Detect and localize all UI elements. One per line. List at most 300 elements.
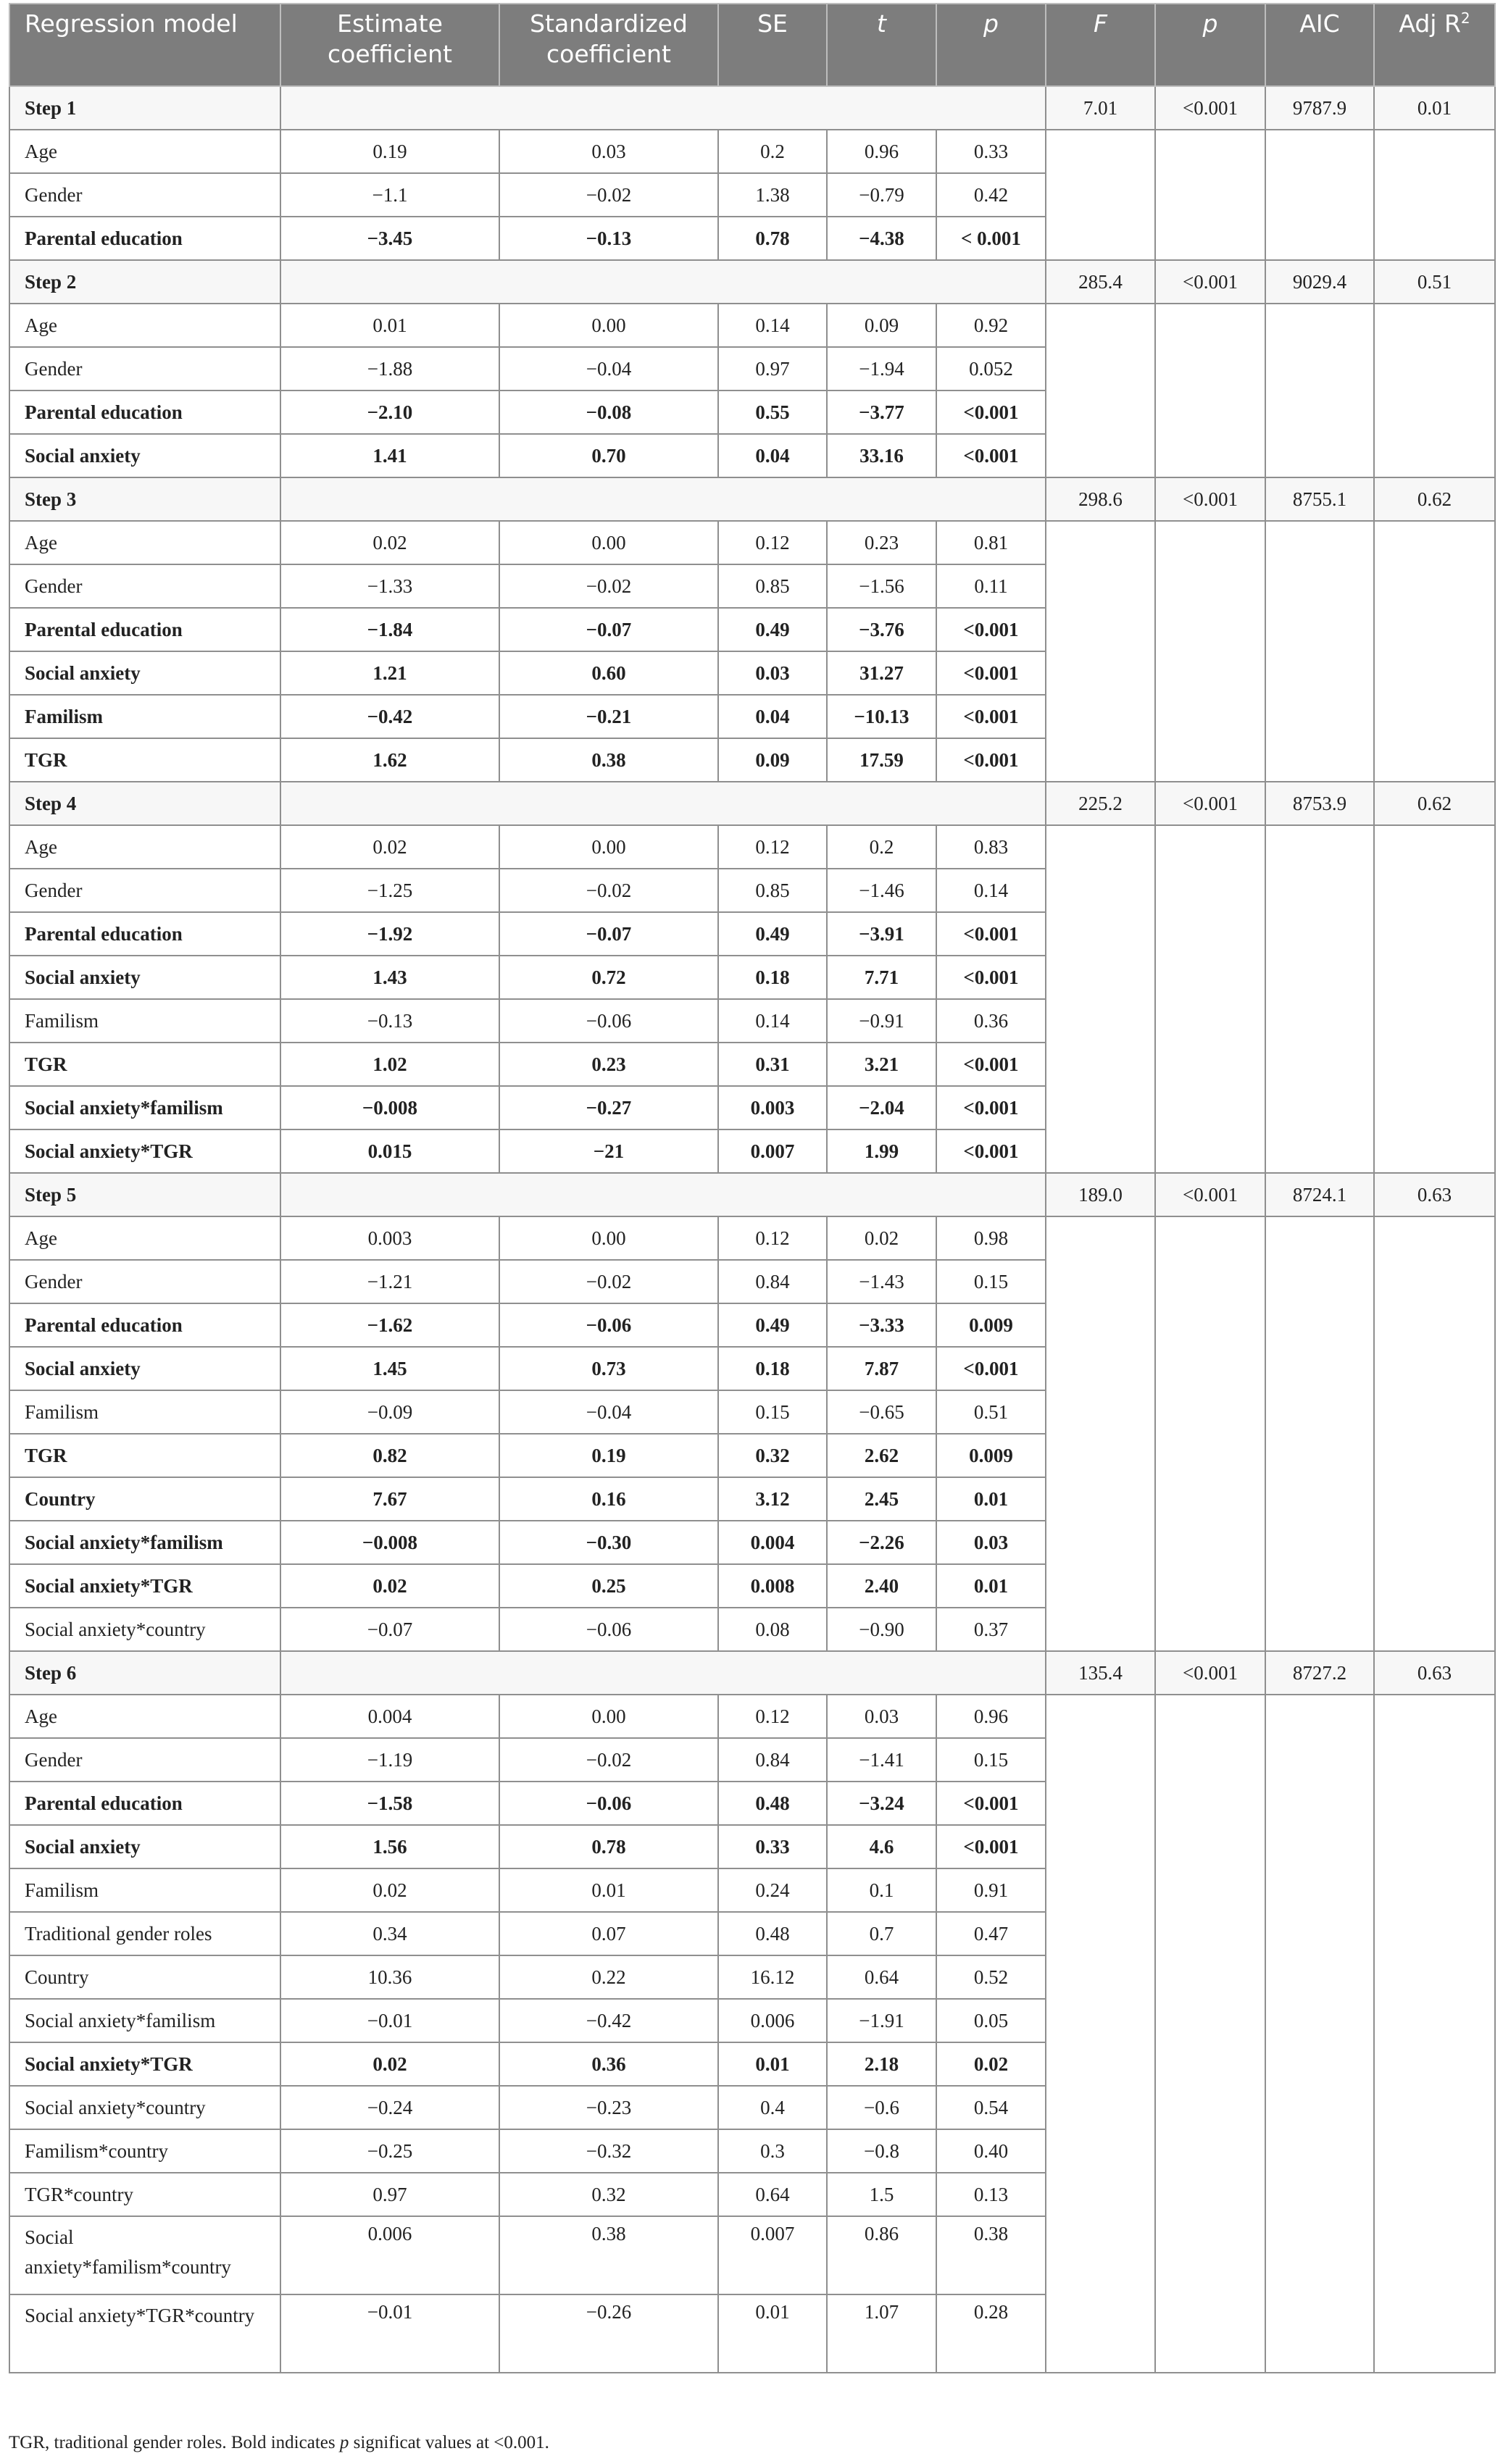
step-blank-cell <box>280 782 1046 825</box>
t-value: 2.62 <box>827 1434 936 1477</box>
model-fit-empty-cell <box>1374 304 1495 477</box>
p-value: 0.52 <box>936 1955 1046 1999</box>
model-fit-empty-cell <box>1155 1216 1265 1651</box>
estimate-value: 1.45 <box>280 1347 499 1390</box>
standardized-value: −0.06 <box>499 1303 718 1347</box>
estimate-value: −1.25 <box>280 869 499 912</box>
step-aic-value: 9787.9 <box>1265 86 1374 130</box>
step-blank-cell <box>280 260 1046 304</box>
estimate-value: −1.92 <box>280 912 499 956</box>
standardized-value: 0.60 <box>499 651 718 695</box>
se-value: 0.3 <box>718 2129 827 2173</box>
p-value: 0.42 <box>936 173 1046 217</box>
regression-table-body <box>9 86 1495 2373</box>
t-value: 7.71 <box>827 956 936 999</box>
step-aic-value: 8727.2 <box>1265 1651 1374 1695</box>
estimate-value: −2.10 <box>280 391 499 434</box>
standardized-value: 0.70 <box>499 434 718 477</box>
variable-name: Social anxiety*TGR <box>9 1129 280 1173</box>
model-fit-empty-cell <box>1265 304 1374 477</box>
t-value: −1.94 <box>827 347 936 391</box>
variable-name: Social anxiety <box>9 1347 280 1390</box>
variable-name: Age <box>9 130 280 173</box>
estimate-value: −1.58 <box>280 1782 499 1825</box>
header-adj-r2-label: Adj R <box>1399 9 1461 38</box>
table-row <box>9 130 1495 173</box>
standardized-value: −21 <box>499 1129 718 1173</box>
estimate-value: 1.21 <box>280 651 499 695</box>
se-value: 0.48 <box>718 1912 827 1955</box>
estimate-value: 1.62 <box>280 738 499 782</box>
header-se: SE <box>718 4 827 86</box>
p-value: 0.01 <box>936 1564 1046 1608</box>
se-value: 0.24 <box>718 1868 827 1912</box>
standardized-value: −0.02 <box>499 173 718 217</box>
estimate-value: −1.84 <box>280 608 499 651</box>
variable-name: Gender <box>9 347 280 391</box>
standardized-value: 0.36 <box>499 2042 718 2086</box>
standardized-value: −0.42 <box>499 1999 718 2042</box>
se-value: 0.2 <box>718 130 827 173</box>
estimate-value: −1.33 <box>280 564 499 608</box>
se-value: 3.12 <box>718 1477 827 1521</box>
p-value: < 0.001 <box>936 217 1046 260</box>
header-regression-model: Regression model <box>9 4 280 86</box>
t-value: −2.04 <box>827 1086 936 1129</box>
estimate-value: 0.004 <box>280 1695 499 1738</box>
standardized-value: 0.22 <box>499 1955 718 1999</box>
standardized-value: 0.00 <box>499 304 718 347</box>
step-aic-value: 8724.1 <box>1265 1173 1374 1216</box>
step-p-value: <0.001 <box>1155 1173 1265 1216</box>
se-value: 0.12 <box>718 825 827 869</box>
estimate-value: −0.25 <box>280 2129 499 2173</box>
estimate-value: 0.003 <box>280 1216 499 1260</box>
model-fit-empty-cell <box>1046 304 1155 477</box>
step-label: Step 4 <box>9 782 280 825</box>
variable-name: Traditional gender roles <box>9 1912 280 1955</box>
estimate-value: 0.34 <box>280 1912 499 1955</box>
se-value: 0.08 <box>718 1608 827 1651</box>
p-value: <0.001 <box>936 1825 1046 1868</box>
se-value: 0.006 <box>718 1999 827 2042</box>
step-aic-value: 8753.9 <box>1265 782 1374 825</box>
step-f-value: 189.0 <box>1046 1173 1155 1216</box>
step-blank-cell <box>280 477 1046 521</box>
standardized-value: 0.00 <box>499 1695 718 1738</box>
p-value: 0.052 <box>936 347 1046 391</box>
variable-name: TGR <box>9 1043 280 1086</box>
t-value: −0.91 <box>827 999 936 1043</box>
p-value: <0.001 <box>936 1129 1046 1173</box>
estimate-value: 10.36 <box>280 1955 499 1999</box>
model-fit-empty-cell <box>1265 130 1374 260</box>
model-fit-empty-cell <box>1374 130 1495 260</box>
regression-table <box>9 3 1496 2373</box>
variable-name: Social anxiety <box>9 956 280 999</box>
standardized-value: −0.06 <box>499 999 718 1043</box>
se-value: 0.15 <box>718 1390 827 1434</box>
estimate-value: 0.02 <box>280 825 499 869</box>
step-adj-r2-value: 0.63 <box>1374 1651 1495 1695</box>
standardized-value: −0.04 <box>499 347 718 391</box>
model-fit-empty-cell <box>1046 521 1155 782</box>
p-value: <0.001 <box>936 608 1046 651</box>
header-p-label: p <box>983 9 999 38</box>
header-row <box>9 4 1495 86</box>
variable-name: Familism <box>9 695 280 738</box>
step-f-value: 285.4 <box>1046 260 1155 304</box>
standardized-value: −0.08 <box>499 391 718 434</box>
standardized-value: −0.04 <box>499 1390 718 1434</box>
variable-name: Age <box>9 1216 280 1260</box>
header-t-label: t <box>877 9 886 38</box>
p-value: <0.001 <box>936 1086 1046 1129</box>
variable-name: Country <box>9 1955 280 1999</box>
step-label: Step 2 <box>9 260 280 304</box>
step-row <box>9 1651 1495 1695</box>
variable-name: Familism <box>9 1868 280 1912</box>
estimate-value: −1.88 <box>280 347 499 391</box>
variable-name: Social anxiety*country <box>9 2086 280 2129</box>
table-row <box>9 521 1495 564</box>
p-value: 0.81 <box>936 521 1046 564</box>
se-value: 0.49 <box>718 608 827 651</box>
se-value: 0.4 <box>718 2086 827 2129</box>
p-value: 0.13 <box>936 2173 1046 2216</box>
p-value: 0.009 <box>936 1303 1046 1347</box>
header-aic: AIC <box>1265 4 1374 86</box>
step-label: Step 5 <box>9 1173 280 1216</box>
p-value: 0.14 <box>936 869 1046 912</box>
p-value: 0.40 <box>936 2129 1046 2173</box>
standardized-value: −0.02 <box>499 564 718 608</box>
se-value: 0.007 <box>718 1129 827 1173</box>
model-fit-empty-cell <box>1155 825 1265 1173</box>
header-adj-r2-superscript: 2 <box>1460 9 1470 27</box>
variable-name: Social anxiety <box>9 1825 280 1868</box>
model-fit-empty-cell <box>1265 521 1374 782</box>
se-value: 1.38 <box>718 173 827 217</box>
p-value: 0.02 <box>936 2042 1046 2086</box>
step-row <box>9 782 1495 825</box>
variable-name: TGR <box>9 1434 280 1477</box>
p-value: 0.33 <box>936 130 1046 173</box>
model-fit-empty-cell <box>1046 1216 1155 1651</box>
variable-name: Country <box>9 1477 280 1521</box>
p-value: <0.001 <box>936 651 1046 695</box>
header-p <box>936 4 1046 86</box>
se-value: 0.97 <box>718 347 827 391</box>
standardized-value: −0.02 <box>499 1260 718 1303</box>
t-value: −3.33 <box>827 1303 936 1347</box>
t-value: −1.56 <box>827 564 936 608</box>
estimate-value: −0.07 <box>280 1608 499 1651</box>
estimate-value: −0.13 <box>280 999 499 1043</box>
standardized-value: −0.21 <box>499 695 718 738</box>
variable-name: Gender <box>9 1738 280 1782</box>
estimate-value: −1.1 <box>280 173 499 217</box>
standardized-value: 0.00 <box>499 825 718 869</box>
estimate-value: 0.006 <box>280 2216 499 2294</box>
standardized-value: −0.06 <box>499 1608 718 1651</box>
model-fit-empty-cell <box>1155 130 1265 260</box>
step-p-value: <0.001 <box>1155 260 1265 304</box>
t-value: −0.65 <box>827 1390 936 1434</box>
p-value: 0.96 <box>936 1695 1046 1738</box>
se-value: 0.12 <box>718 521 827 564</box>
variable-name: Social anxiety <box>9 651 280 695</box>
table-row <box>9 1695 1495 1738</box>
header-estimate-coefficient: Estimate coefficient <box>280 4 499 86</box>
step-adj-r2-value: 0.62 <box>1374 782 1495 825</box>
step-p-value: <0.001 <box>1155 1651 1265 1695</box>
variable-name: Gender <box>9 869 280 912</box>
t-value: 0.2 <box>827 825 936 869</box>
p-value: 0.03 <box>936 1521 1046 1564</box>
se-value: 0.03 <box>718 651 827 695</box>
standardized-value: −0.07 <box>499 912 718 956</box>
estimate-value: 0.015 <box>280 1129 499 1173</box>
se-value: 0.04 <box>718 695 827 738</box>
se-value: 0.18 <box>718 1347 827 1390</box>
header-adj-r2 <box>1374 4 1495 86</box>
t-value: −1.43 <box>827 1260 936 1303</box>
estimate-value: −3.45 <box>280 217 499 260</box>
t-value: 7.87 <box>827 1347 936 1390</box>
step-f-value: 135.4 <box>1046 1651 1155 1695</box>
variable-name: TGR <box>9 738 280 782</box>
t-value: 0.02 <box>827 1216 936 1260</box>
estimate-value: 0.82 <box>280 1434 499 1477</box>
estimate-value: −0.01 <box>280 1999 499 2042</box>
se-value: 0.12 <box>718 1216 827 1260</box>
model-fit-empty-cell <box>1374 521 1495 782</box>
t-value: −0.6 <box>827 2086 936 2129</box>
step-p-value: <0.001 <box>1155 782 1265 825</box>
variable-name: Parental education <box>9 608 280 651</box>
estimate-value: 0.02 <box>280 1868 499 1912</box>
se-value: 0.003 <box>718 1086 827 1129</box>
table-footnote <box>9 2433 549 2453</box>
variable-name: Parental education <box>9 217 280 260</box>
t-value: 2.45 <box>827 1477 936 1521</box>
se-value: 0.008 <box>718 1564 827 1608</box>
model-fit-empty-cell <box>1374 825 1495 1173</box>
estimate-value: 1.43 <box>280 956 499 999</box>
se-value: 0.78 <box>718 217 827 260</box>
estimate-value: 0.01 <box>280 304 499 347</box>
standardized-value: −0.26 <box>499 2294 718 2373</box>
step-adj-r2-value: 0.63 <box>1374 1173 1495 1216</box>
t-value: −10.13 <box>827 695 936 738</box>
step-p-value: <0.001 <box>1155 477 1265 521</box>
t-value: −0.79 <box>827 173 936 217</box>
estimate-value: −1.19 <box>280 1738 499 1782</box>
estimate-value: −0.01 <box>280 2294 499 2373</box>
p-value: <0.001 <box>936 912 1046 956</box>
standardized-value: −0.06 <box>499 1782 718 1825</box>
t-value: 31.27 <box>827 651 936 695</box>
model-fit-empty-cell <box>1046 130 1155 260</box>
variable-name: Parental education <box>9 912 280 956</box>
se-value: 0.12 <box>718 1695 827 1738</box>
table-row <box>9 1216 1495 1260</box>
estimate-value: −0.008 <box>280 1521 499 1564</box>
variable-name: Social anxiety*country <box>9 1608 280 1651</box>
variable-name: TGR*country <box>9 2173 280 2216</box>
standardized-value: 0.01 <box>499 1868 718 1912</box>
se-value: 0.14 <box>718 999 827 1043</box>
p-value: <0.001 <box>936 956 1046 999</box>
p-value: 0.15 <box>936 1738 1046 1782</box>
variable-name: Age <box>9 521 280 564</box>
p-value: 0.38 <box>936 2216 1046 2294</box>
se-value: 0.31 <box>718 1043 827 1086</box>
p-value: 0.05 <box>936 1999 1046 2042</box>
t-value: −0.90 <box>827 1608 936 1651</box>
step-f-value: 7.01 <box>1046 86 1155 130</box>
step-blank-cell <box>280 1651 1046 1695</box>
table-row <box>9 304 1495 347</box>
model-fit-empty-cell <box>1155 1695 1265 2373</box>
p-value: 0.36 <box>936 999 1046 1043</box>
variable-name: Parental education <box>9 1303 280 1347</box>
standardized-value: 0.19 <box>499 1434 718 1477</box>
estimate-value: 0.02 <box>280 2042 499 2086</box>
standardized-value: 0.38 <box>499 738 718 782</box>
t-value: 0.09 <box>827 304 936 347</box>
step-adj-r2-value: 0.62 <box>1374 477 1495 521</box>
se-value: 0.64 <box>718 2173 827 2216</box>
step-aic-value: 9029.4 <box>1265 260 1374 304</box>
step-label: Step 1 <box>9 86 280 130</box>
variable-name: Gender <box>9 564 280 608</box>
variable-name: Gender <box>9 1260 280 1303</box>
standardized-value: −0.30 <box>499 1521 718 1564</box>
se-value: 0.09 <box>718 738 827 782</box>
variable-name: Familism*country <box>9 2129 280 2173</box>
standardized-value: 0.38 <box>499 2216 718 2294</box>
t-value: −0.8 <box>827 2129 936 2173</box>
t-value: 4.6 <box>827 1825 936 1868</box>
footnote-tail: significat values at <0.001. <box>349 2433 549 2452</box>
se-value: 0.32 <box>718 1434 827 1477</box>
step-blank-cell <box>280 1173 1046 1216</box>
step-label: Step 6 <box>9 1651 280 1695</box>
header-f-label: F <box>1094 9 1107 38</box>
model-fit-empty-cell <box>1046 825 1155 1173</box>
estimate-value: 7.67 <box>280 1477 499 1521</box>
model-fit-empty-cell <box>1265 825 1374 1173</box>
standardized-value: 0.78 <box>499 1825 718 1868</box>
variable-name: Social anxiety*familism <box>9 1999 280 2042</box>
header-standardized-coefficient: Standardized coefficient <box>499 4 718 86</box>
t-value: 2.18 <box>827 2042 936 2086</box>
t-value: 0.23 <box>827 521 936 564</box>
model-fit-empty-cell <box>1374 1695 1495 2373</box>
standardized-value: 0.00 <box>499 1216 718 1260</box>
se-value: 0.48 <box>718 1782 827 1825</box>
t-value: −3.24 <box>827 1782 936 1825</box>
variable-name: Parental education <box>9 391 280 434</box>
t-value: 0.7 <box>827 1912 936 1955</box>
t-value: −1.41 <box>827 1738 936 1782</box>
step-row <box>9 1173 1495 1216</box>
se-value: 0.84 <box>718 1738 827 1782</box>
p-value: <0.001 <box>936 1347 1046 1390</box>
standardized-value: −0.02 <box>499 869 718 912</box>
estimate-value: 0.02 <box>280 1564 499 1608</box>
estimate-value: −0.09 <box>280 1390 499 1434</box>
variable-name: Social anxiety*TGR <box>9 2042 280 2086</box>
p-value: 0.83 <box>936 825 1046 869</box>
p-value: <0.001 <box>936 434 1046 477</box>
estimate-value: 0.97 <box>280 2173 499 2216</box>
t-value: 1.07 <box>827 2294 936 2373</box>
se-value: 0.85 <box>718 564 827 608</box>
t-value: 1.5 <box>827 2173 936 2216</box>
p-value: 0.51 <box>936 1390 1046 1434</box>
variable-name: Social anxiety*familism <box>9 1086 280 1129</box>
se-value: 16.12 <box>718 1955 827 1999</box>
variable-name: Social anxiety <box>9 434 280 477</box>
se-value: 0.01 <box>718 2294 827 2373</box>
se-value: 0.84 <box>718 1260 827 1303</box>
p-value: 0.01 <box>936 1477 1046 1521</box>
se-value: 0.33 <box>718 1825 827 1868</box>
estimate-value: 1.02 <box>280 1043 499 1086</box>
variable-name: Age <box>9 825 280 869</box>
table-row <box>9 825 1495 869</box>
estimate-value: −0.008 <box>280 1086 499 1129</box>
t-value: −4.38 <box>827 217 936 260</box>
step-row <box>9 477 1495 521</box>
standardized-value: 0.16 <box>499 1477 718 1521</box>
step-blank-cell <box>280 86 1046 130</box>
model-fit-empty-cell <box>1155 521 1265 782</box>
p-value: 0.15 <box>936 1260 1046 1303</box>
t-value: 33.16 <box>827 434 936 477</box>
step-adj-r2-value: 0.01 <box>1374 86 1495 130</box>
t-value: 0.64 <box>827 1955 936 1999</box>
p-value: 0.11 <box>936 564 1046 608</box>
footnote-p: p <box>339 2433 349 2452</box>
t-value: 1.99 <box>827 1129 936 1173</box>
step-p-value: <0.001 <box>1155 86 1265 130</box>
variable-name: Social anxiety*familism*country <box>9 2216 280 2294</box>
header-p-model-label: p <box>1202 9 1218 38</box>
p-value: <0.001 <box>936 1782 1046 1825</box>
step-row <box>9 86 1495 130</box>
standardized-value: −0.23 <box>499 2086 718 2129</box>
estimate-value: −0.24 <box>280 2086 499 2129</box>
se-value: 0.04 <box>718 434 827 477</box>
p-value: <0.001 <box>936 391 1046 434</box>
p-value: <0.001 <box>936 738 1046 782</box>
header-p-model <box>1155 4 1265 86</box>
standardized-value: 0.07 <box>499 1912 718 1955</box>
se-value: 0.004 <box>718 1521 827 1564</box>
p-value: <0.001 <box>936 1043 1046 1086</box>
step-f-value: 225.2 <box>1046 782 1155 825</box>
estimate-value: −0.42 <box>280 695 499 738</box>
step-aic-value: 8755.1 <box>1265 477 1374 521</box>
se-value: 0.14 <box>718 304 827 347</box>
variable-name: Social anxiety*TGR <box>9 1564 280 1608</box>
p-value: 0.92 <box>936 304 1046 347</box>
regression-table-container <box>9 3 1494 2373</box>
